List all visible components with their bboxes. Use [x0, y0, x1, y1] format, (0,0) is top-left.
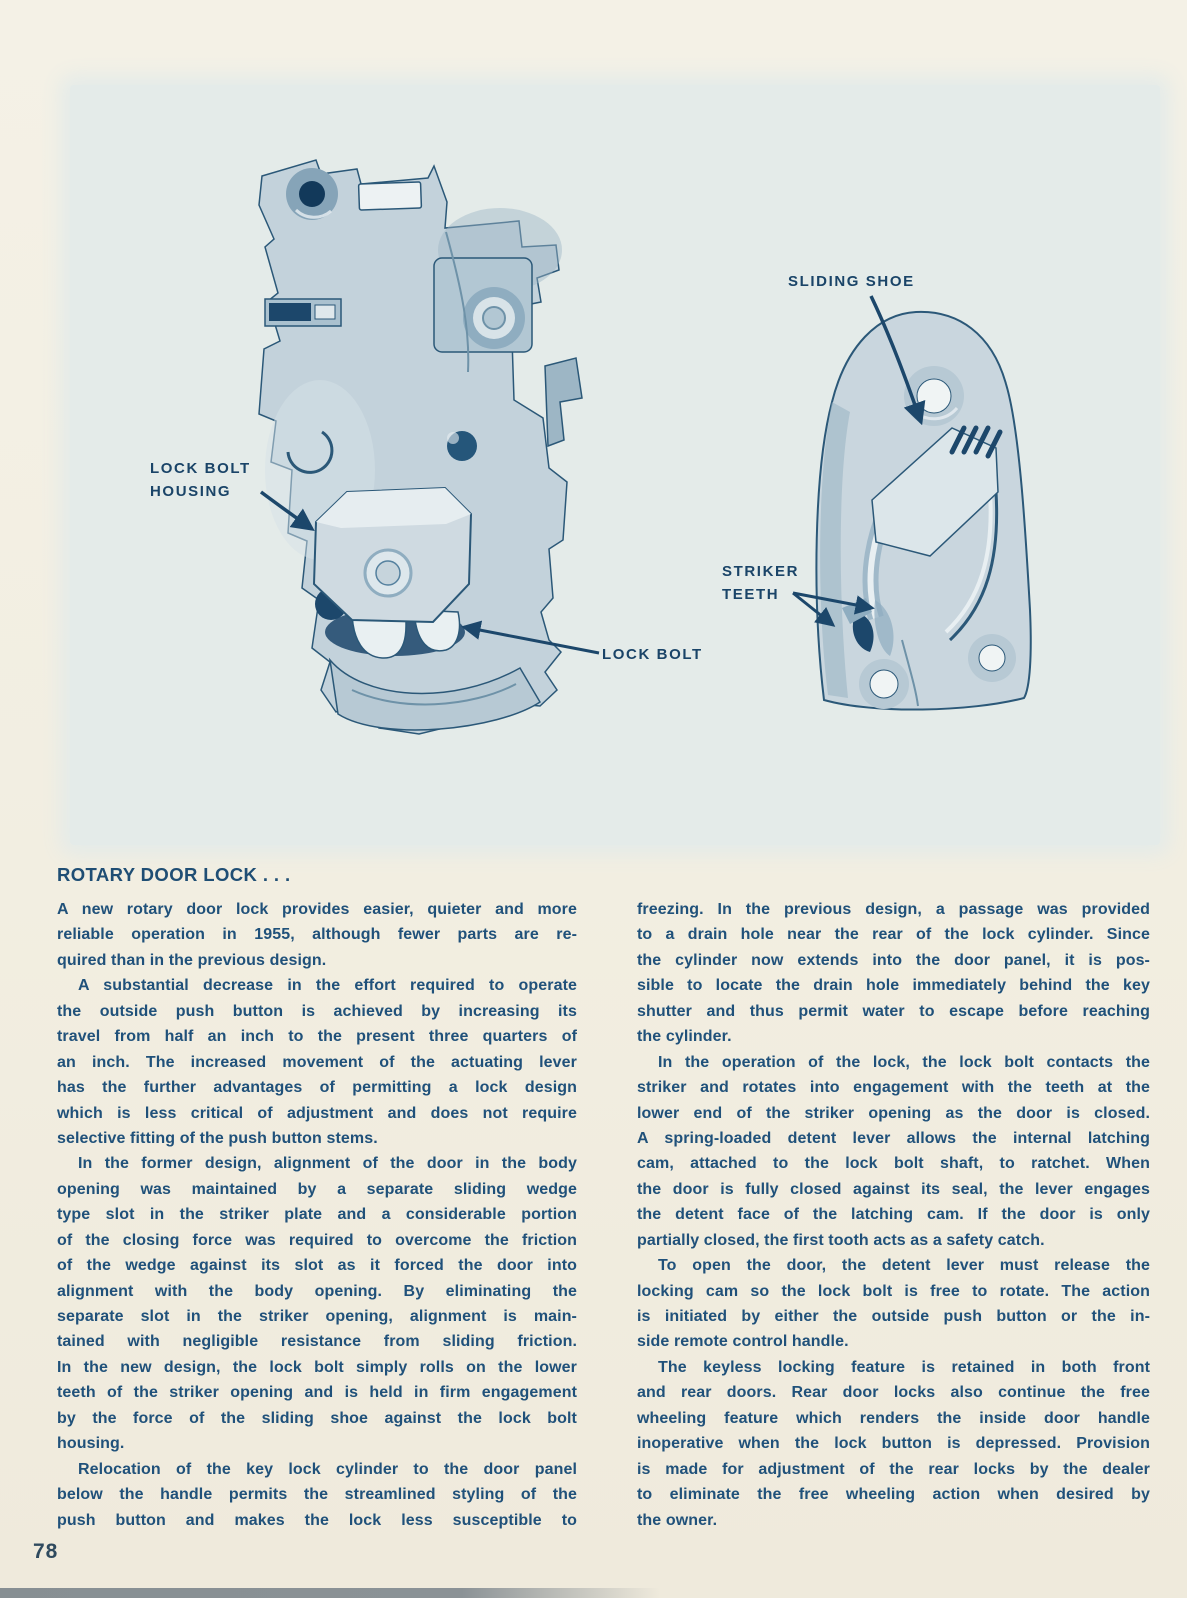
text-line: travel from half an inch to the present three quarters of	[57, 1028, 577, 1046]
text-line: selective fitting of the push button stems.	[57, 1129, 378, 1147]
text-line: In the new design, the lock bolt simply rolls on the lower	[57, 1358, 577, 1376]
text-line: tained with negligible resistance from sliding friction.	[57, 1333, 577, 1351]
text-line: In the former design, alignment of the door in the body	[78, 1155, 577, 1173]
section-heading: ROTARY DOOR LOCK . . .	[57, 864, 291, 885]
text-line: sible to locate the drain hole immediately behind the key	[637, 977, 1150, 995]
text-line: separate slot in the striker opening, alignment is main-	[57, 1308, 577, 1325]
text-line: is made for adjustment of the rear locks by the dealer	[637, 1460, 1150, 1478]
text-line: the detent face of the latching cam. If the door is only	[637, 1206, 1150, 1224]
sliding-shoe-label: SLIDING SHOE	[788, 273, 915, 290]
text-line: alignment with the body opening. By eliminating the	[57, 1282, 577, 1300]
text-line: the cylinder now extends into the door panel, it is pos-	[637, 951, 1150, 969]
text-line: teeth of the striker opening and is held in firm engagement	[57, 1384, 577, 1402]
scan-edge-strip	[0, 1588, 660, 1598]
text-line: type slot in the striker plate and a considerable portion	[57, 1206, 577, 1224]
text-line: has the further advantages of permitting a lock design	[57, 1079, 577, 1097]
label-line: LOCK BOLT	[150, 460, 251, 477]
text-line: partially closed, the first tooth acts as a safety catch.	[637, 1231, 1045, 1249]
label-line: HOUSING	[150, 483, 232, 500]
striker-teeth-label	[722, 560, 799, 606]
text-line: of the wedge against its slot as it forced the door into	[57, 1257, 577, 1275]
text-line: wheeling feature which renders the inside door handle	[637, 1409, 1150, 1427]
text-line: freezing. In the previous design, a passage was provided	[637, 901, 1150, 918]
label-line: TEETH	[722, 586, 780, 603]
text-line: striker and rotates into engagement with the teeth at the	[637, 1079, 1150, 1097]
text-line: A substantial decrease in the effort required to operate	[78, 977, 577, 995]
text-line: the cylinder.	[637, 1028, 732, 1046]
text-line: inoperative when the lock button is depressed. Provision	[637, 1435, 1150, 1453]
text-line: A spring-loaded detent lever allows the internal latching	[637, 1129, 1150, 1147]
label-line: STRIKER	[722, 563, 800, 580]
text-line: opening was maintained by a separate sliding wedge	[57, 1180, 577, 1198]
text-line: to eliminate the free wheeling action when desired by	[637, 1486, 1150, 1504]
text-line: the outside push button is achieved by increasing its	[57, 1002, 577, 1020]
text-line: locking cam so the lock bolt is free to rotate. The action	[637, 1282, 1150, 1300]
text-line: which is less critical of adjustment and does not require	[57, 1104, 577, 1122]
text-line: by the force of the sliding shoe against the lock bolt	[57, 1409, 577, 1427]
text-line: below the handle permits the streamlined styling of the	[57, 1486, 577, 1504]
left-text-column	[57, 897, 577, 1533]
text-line: push button and makes the lock less susceptible to	[57, 1511, 577, 1529]
text-line: cam, attached to the lock bolt shaft, to ratchet. When	[637, 1155, 1150, 1173]
text-line: to a drain hole near the rear of the lock cylinder. Since	[637, 926, 1150, 944]
text-line: A new rotary door lock provides easier, quieter and more	[57, 901, 577, 918]
text-line: reliable operation in 1955, although fewer parts are re-	[57, 926, 577, 944]
text-line: is initiated by either the outside push button or the in-	[637, 1308, 1150, 1325]
text-line: of the closing force was required to overcome the friction	[57, 1231, 577, 1249]
text-line: side remote control handle.	[637, 1333, 849, 1351]
text-line: Relocation of the key lock cylinder to the door panel	[78, 1460, 577, 1478]
lock-bolt-housing-label	[150, 457, 251, 503]
text-line: housing.	[57, 1435, 125, 1453]
text-line: In the operation of the lock, the lock bolt contacts the	[658, 1053, 1150, 1071]
text-line: To open the door, the detent lever must release the	[658, 1257, 1150, 1275]
text-line: lower end of the striker opening as the door is closed.	[637, 1104, 1150, 1122]
text-line: an inch. The increased movement of the actuating lever	[57, 1053, 577, 1071]
right-text-column	[637, 897, 1150, 1533]
page-number: 78	[33, 1540, 59, 1563]
text-line: and rear doors. Rear door locks also continue the free	[637, 1384, 1150, 1402]
text-line: quired than in the previous design.	[57, 951, 327, 969]
lock-bolt-label: LOCK BOLT	[602, 646, 703, 663]
text-line: the owner.	[637, 1511, 718, 1529]
text-line: the door is fully closed against its seal, the lever engages	[637, 1180, 1150, 1198]
text-line: shutter and thus permit water to escape before reaching	[637, 1002, 1150, 1020]
text-line: The keyless locking feature is retained in both front	[658, 1358, 1150, 1376]
